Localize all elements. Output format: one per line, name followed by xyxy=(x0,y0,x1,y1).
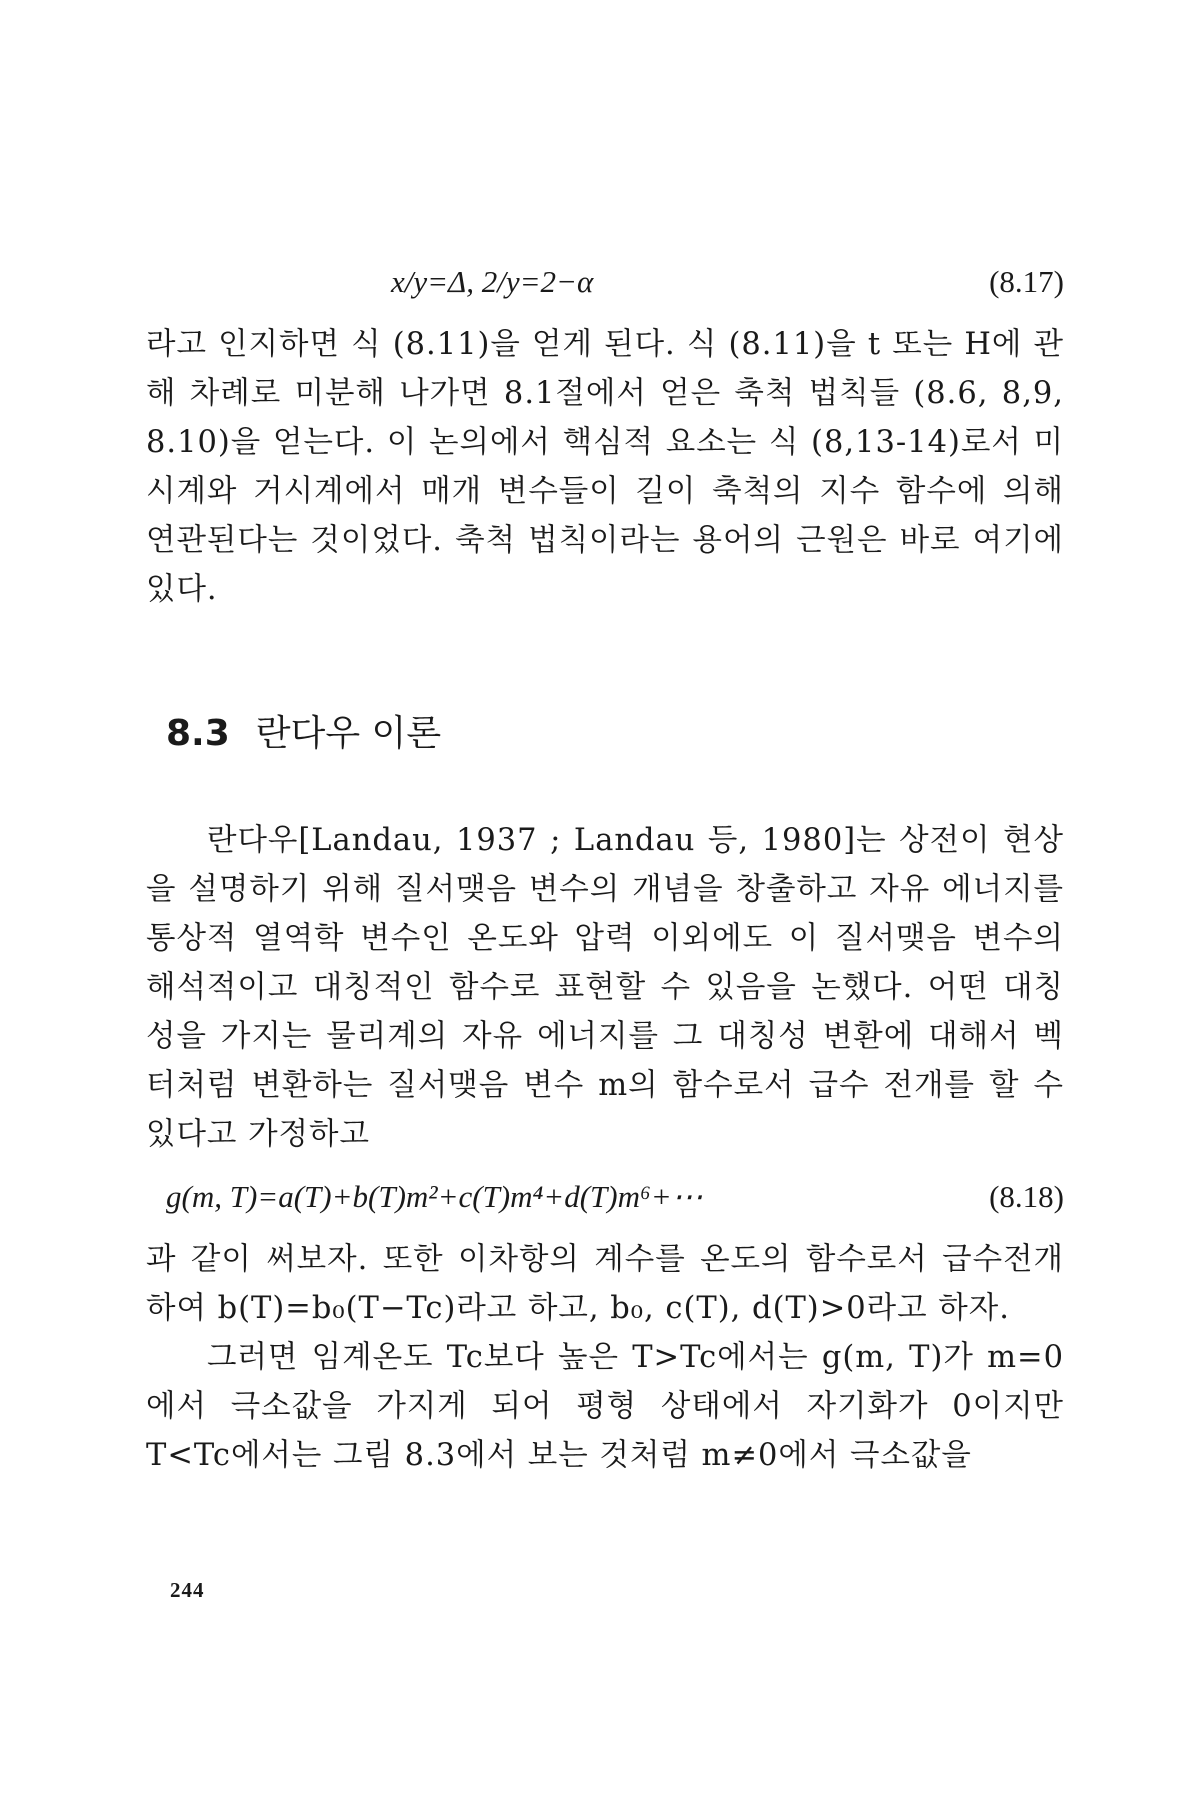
paragraph: 과 같이 써보자. 또한 이차항의 계수를 온도의 함수로서 급수전개하여 b(T)=b₀(T−Tc)라고 하고, b₀, c(T), d(T)>0라고 하자. xyxy=(146,1242,1064,1326)
equation-expression: x/y=Δ, 2/y=2−α xyxy=(391,264,594,299)
paragraph: 란다우[Landau, 1937 ; Landau 등, 1980]는 상전이 현상을 설명하기 위해 질서맺음 변수의 개념을 창출하고 자유 에너지를 통상적 열역학 변수인 온도와 압력 이외에도 이 질서맺음 변수의 해석적이고 대칭적인 함수로 표현할 수 있음을 논했다. 어떤 대칭성을 가지는 물리계의 자유 에너지를 그 대칭성 변환에 대해서 벡터처럼 변환하는 질서맺음 변수 m의 함수로서 급수 전개를 할 수 있다고 가정하고 xyxy=(146,823,1064,1152)
section-title: 란다우 이론 xyxy=(255,713,442,754)
section-number: 8.3 xyxy=(166,713,230,754)
equation-number: (8.18) xyxy=(989,1179,1064,1214)
equation-expression: g(m, T)=a(T)+b(T)m²+c(T)m⁴+d(T)m⁶+⋯ xyxy=(166,1179,703,1214)
paragraph: 그러면 임계온도 Tc보다 높은 T>Tc에서는 g(m, T)가 m=0에서 극소값을 가지게 되어 평형 상태에서 자기화가 0이지만 T<Tc에서는 그림 8.3에서 보는 것처럼 m≠0에서 극소값을 xyxy=(146,1340,1064,1473)
equation-8-17 xyxy=(146,258,1064,306)
section-heading xyxy=(166,710,1064,758)
text-column xyxy=(146,258,1064,1480)
equation-8-18 xyxy=(146,1173,1064,1221)
paragraph: 라고 인지하면 식 (8.11)을 얻게 된다. 식 (8.11)을 t 또는 H에 관해 차례로 미분해 나가면 8.1절에서 얻은 축척 법칙들 (8.6, 8,9, 8.10)을 얻는다. 이 논의에서 핵심적 요소는 식 (8,13-14)로서 미시계와 거시계에서 매개 변수들이 길이 축척의 지수 함수에 의해 연관된다는 것이었다. 축척 법칙이라는 용어의 근원은 바로 여기에 있다. xyxy=(146,327,1064,607)
equation-number: (8.17) xyxy=(989,264,1064,299)
page-number: 244 xyxy=(170,1578,205,1602)
